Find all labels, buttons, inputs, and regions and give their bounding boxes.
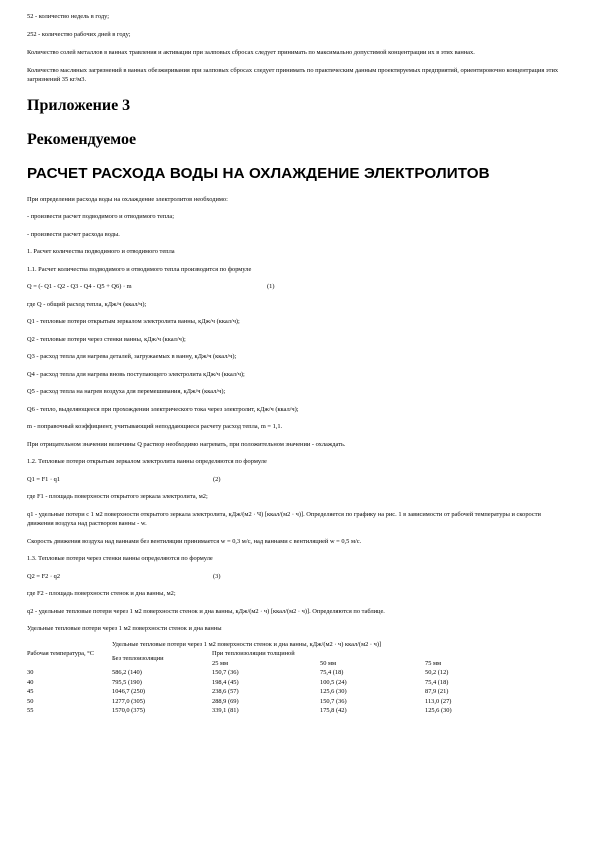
table-header-thickness: 75 мм: [425, 659, 442, 667]
table-cell: 795,5 (190): [112, 678, 142, 686]
table-row: [27, 678, 505, 688]
formula-number: (1): [267, 283, 275, 290]
section-heading: 1.2. Тепловые потери открытым зеркалом электролита ванны определяются по формуле: [27, 458, 267, 465]
table-cell: 150,7 (36): [212, 669, 239, 676]
table-cell: 150,7 (36): [320, 697, 347, 705]
table-header-thickness: 50 мм: [320, 659, 337, 667]
table-cell: 113,0 (27): [425, 697, 452, 705]
table-cell: 30: [27, 669, 34, 676]
table-header-thickness: 25 мм: [212, 659, 229, 667]
formula-3: [27, 572, 568, 582]
formula-expression: Q1 = F1 · q1: [27, 475, 61, 483]
table-cell: 288,9 (69): [212, 697, 239, 705]
section-heading: 1.1. Расчет количества подводимого и отводимого тепла производится по формуле: [27, 265, 252, 273]
table-cell: 50,2 (12): [425, 669, 449, 676]
table-header-temperature: Рабочая температура, °С: [27, 650, 95, 657]
definition: Q5 - расход тепла на нагрев воздуха для перемешивания, кДж/ч (ккал/ч);: [27, 388, 226, 395]
table-cell: 75,4 (18): [425, 678, 449, 686]
formula-expression: Q2 = F2 · q2: [27, 572, 61, 580]
text-paragraph: - произвести расчет подводимого и отводимого тепла;: [27, 213, 175, 220]
definition: q2 - удельные тепловые потери через 1 м2 поверхности стенок и дна ванны, кДж/(м2 · ч) [ккал/(м2 · ч)]. Определяются по таблице.: [27, 607, 385, 615]
formula-2: [27, 475, 568, 485]
formula-expression: Q = (- Q1 - Q2 - Q3 - Q4 - Q5 + Q6) · m: [27, 283, 132, 290]
table-header-no-insulation: Без теплоизоляции: [112, 654, 164, 662]
table-cell: 40: [27, 678, 34, 686]
table-cell: 175,8 (42): [320, 707, 347, 714]
text-paragraph: При определении расхода воды на охлаждение электролитов необходимо:: [27, 195, 228, 203]
formula-number: (2): [213, 475, 221, 483]
section-heading: 1. Расчет количества подводимого и отводимого тепла: [27, 248, 175, 255]
table-cell: 55: [27, 707, 34, 714]
definition: где Q - общий расход тепла, кДж/ч (ккал/ч);: [27, 300, 147, 308]
text-paragraph: Количество солей металлов в ваннах травления и активации при залповых сбросах следует принимать по максимально допустимой концентрации их в этих ваннах.: [27, 49, 475, 56]
definition: где F1 - площадь поверхности открытого зеркала электролита, м2;: [27, 493, 208, 500]
text-paragraph: - произвести расчет расхода воды.: [27, 230, 120, 238]
table-cell: 198,4 (45): [212, 678, 239, 686]
table-cell: 125,6 (30): [320, 688, 347, 695]
formula-number: (3): [213, 572, 221, 580]
table-row: [27, 687, 505, 697]
definition: Q6 - тепло, выделяющееся при прохождении электрического тока через электролит, кДж/ч (ккал/ч);: [27, 405, 299, 413]
table-cell: 45: [27, 688, 34, 695]
table-header-group: Удельные тепловые потери через 1 м2 поверхности стенок и дна ванны, кДж/(м2 · ч) ккал/(м2 · ч)]: [112, 640, 382, 648]
text-paragraph: Количество масляных загрязнений в ваннах обезжиривания при залповых сбросах следует принимать по практическим данным проектируемых предприятий, ориентировочно концентрация этих загрязнений 35 кг/м3.: [27, 66, 559, 83]
appendix-title: Приложение 3: [27, 96, 131, 114]
table-cell: 1570,0 (375): [112, 707, 146, 714]
table-cell: 50: [27, 697, 34, 705]
table-row: [27, 668, 505, 678]
table-cell: 1277,0 (305): [112, 697, 146, 705]
definition: m - поправочный коэффициент, учитывающий неподдающиеся расчету расход тепла, m = 1,1.: [27, 423, 283, 430]
table-header-insulation: При теплоизоляции толщиной: [212, 650, 295, 657]
definition: Q3 - расход тепла для нагрева деталей, загружаемых в ванну, кДж/ч (ккал/ч);: [27, 353, 237, 360]
table-cell: 75,4 (18): [320, 669, 344, 676]
definition: q1 - удельные потери с 1 м2 поверхности открытого зеркала электролита, кДж/(м2 · Ч) [ккал/(м2 · ч)]. Определяется по графику на рис. 1 в зависимости от рабочей температуры и скорости движения воздуха над раствором ванны - w.: [27, 510, 541, 527]
table-row: [27, 697, 505, 707]
text-paragraph: Скорость движения воздуха над ваннами без вентиляции принимается w = 0,3 м/с, над ваннами с вентиляцией w = 0,5 м/с.: [27, 537, 362, 545]
table-cell: 100,5 (24): [320, 678, 347, 686]
section-heading: 1.3. Тепловые потери через стенки ванны определяются по формуле: [27, 555, 213, 562]
formula-1: [27, 282, 568, 292]
text-paragraph: 252 - количество рабочих дней в году;: [27, 31, 131, 38]
recommended-label: Рекомендуемое: [27, 130, 137, 148]
table-cell: 87,9 (21): [425, 688, 449, 695]
definition: где F2 - площадь поверхности стенок и дна ванны, м2;: [27, 590, 176, 597]
table-caption: Удельные тепловые потери через 1 м2 поверхности стенок и дна ванны: [27, 625, 222, 632]
table-row: [27, 706, 505, 716]
definition: Q1 - тепловые потери открытым зеркалом электролита ванны, кДж/ч (ккал/ч);: [27, 318, 240, 325]
heat-loss-table: [27, 640, 505, 716]
table-cell: 339,1 (81): [212, 707, 239, 714]
definition: Q2 - тепловые потери через стенки ванны, кДж/ч (ккал/ч);: [27, 335, 186, 343]
table-cell: 125,6 (30): [425, 707, 452, 714]
text-paragraph: 52 - количество недель в году;: [27, 13, 110, 20]
definition: Q4 - расход тепла для нагрева вновь поступающего электролита кДж/ч (ккал/ч);: [27, 370, 245, 378]
table-cell: 238,6 (57): [212, 688, 239, 695]
table-cell: 1046,7 (250): [112, 688, 146, 695]
page-title: РАСЧЕТ РАСХОДА ВОДЫ НА ОХЛАЖДЕНИЕ ЭЛЕКТРОЛИТОВ: [27, 164, 490, 182]
text-paragraph: При отрицательном значении величины Q раствор необходимо нагревать, при положительном значении - охлаждать.: [27, 440, 346, 448]
table-cell: 586,2 (140): [112, 669, 142, 676]
